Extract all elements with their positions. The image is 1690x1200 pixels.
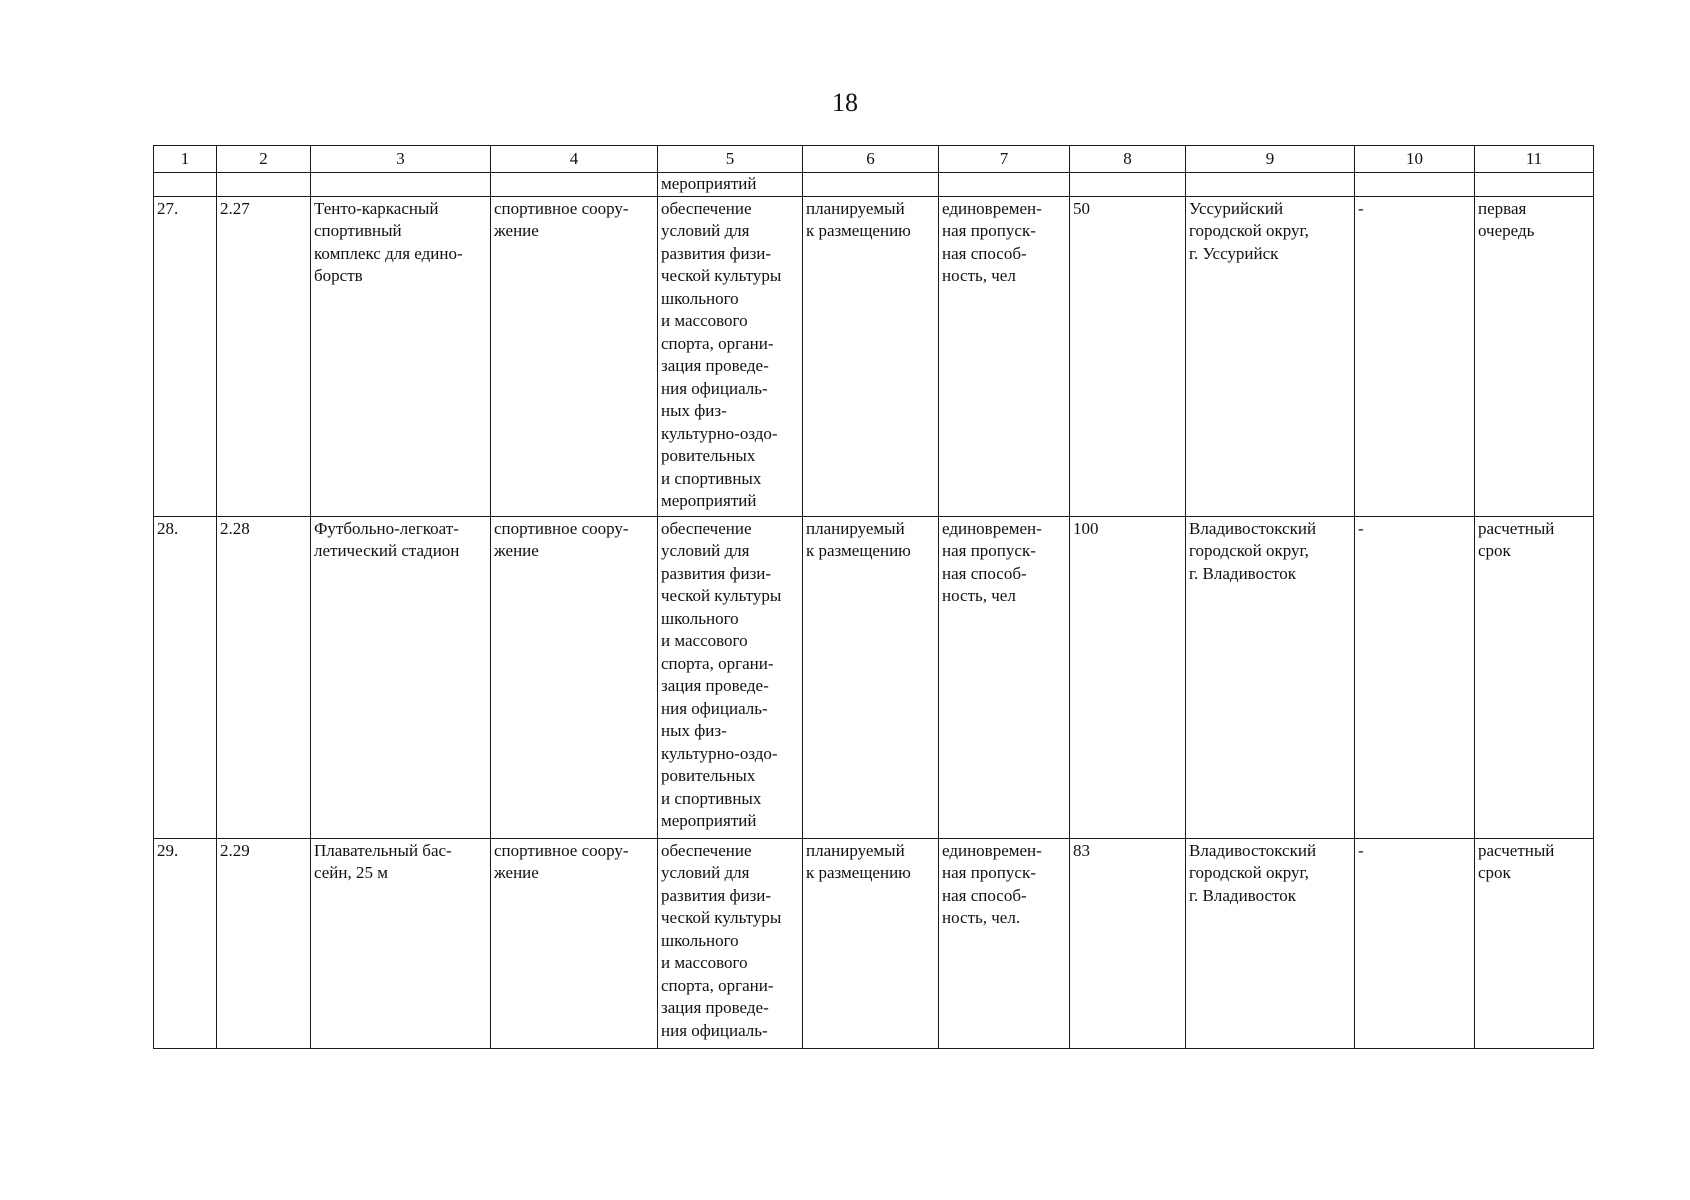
purpose-cell: обеспечение условий для развития физи- ческой культуры школьного и массового спорта, органи- зация проведе- ния официаль- ных физ- культурно-оздо- ровительных и спортивных мероприятий <box>658 196 803 516</box>
object-name-cell: Футбольно-легкоат- летический стадион <box>311 516 491 838</box>
table-row <box>154 838 1594 1048</box>
code-cell: 2.28 <box>217 516 311 838</box>
column-number-cell: 5 <box>658 146 803 173</box>
table-cell <box>1355 173 1475 197</box>
object-name-cell: Тенто-каркасный спортивный комплекс для едино- борств <box>311 196 491 516</box>
column-number-cell: 4 <box>491 146 658 173</box>
object-type-cell: спортивное соору- жение <box>491 196 658 516</box>
zone-cell: - <box>1355 838 1475 1048</box>
column-number-cell: 2 <box>217 146 311 173</box>
column-number-row <box>154 146 1594 173</box>
characteristic-cell: единовремен- ная пропуск- ная способ- ность, чел. <box>939 838 1070 1048</box>
column-number-cell: 10 <box>1355 146 1475 173</box>
column-number-cell: 3 <box>311 146 491 173</box>
table-cell: мероприятий <box>658 173 803 197</box>
purpose-cell: обеспечение условий для развития физи- ческой культуры школьного и массового спорта, органи- зация проведе- ния официаль- ных физ- культурно-оздо- ровительных и спортивных мероприятий <box>658 516 803 838</box>
table-cell <box>1186 173 1355 197</box>
code-cell: 2.29 <box>217 838 311 1048</box>
column-number-cell: 1 <box>154 146 217 173</box>
column-number-cell: 6 <box>803 146 939 173</box>
object-name-cell: Плавательный бас- сейн, 25 м <box>311 838 491 1048</box>
table-cell <box>154 173 217 197</box>
column-number-cell: 7 <box>939 146 1070 173</box>
zone-cell: - <box>1355 516 1475 838</box>
value-cell: 83 <box>1070 838 1186 1048</box>
table-cell <box>491 173 658 197</box>
object-type-cell: спортивное соору- жение <box>491 838 658 1048</box>
table-cell <box>939 173 1070 197</box>
status-cell: планируемый к размещению <box>803 516 939 838</box>
purpose-cell: обеспечение условий для развития физи- ческой культуры школьного и массового спорта, органи- зация проведе- ния официаль- <box>658 838 803 1048</box>
term-cell: расчетный срок <box>1475 838 1594 1048</box>
location-cell: Уссурийский городской округ, г. Уссурийск <box>1186 196 1355 516</box>
status-cell: планируемый к размещению <box>803 196 939 516</box>
location-cell: Владивостокский городской округ, г. Владивосток <box>1186 516 1355 838</box>
location-cell: Владивостокский городской округ, г. Владивосток <box>1186 838 1355 1048</box>
code-cell: 2.27 <box>217 196 311 516</box>
table-cell <box>217 173 311 197</box>
column-number-cell: 8 <box>1070 146 1186 173</box>
characteristic-cell: единовремен- ная пропуск- ная способ- ность, чел <box>939 516 1070 838</box>
term-cell: первая очередь <box>1475 196 1594 516</box>
status-cell: планируемый к размещению <box>803 838 939 1048</box>
row-number-cell: 27. <box>154 196 217 516</box>
value-cell: 50 <box>1070 196 1186 516</box>
column-number-cell: 11 <box>1475 146 1594 173</box>
value-cell: 100 <box>1070 516 1186 838</box>
term-cell: расчетный срок <box>1475 516 1594 838</box>
table-cell <box>803 173 939 197</box>
column-number-cell: 9 <box>1186 146 1355 173</box>
table-cell <box>1475 173 1594 197</box>
data-table <box>153 145 1594 1049</box>
table-cell <box>311 173 491 197</box>
table-row <box>154 196 1594 516</box>
object-type-cell: спортивное соору- жение <box>491 516 658 838</box>
continuation-row <box>154 173 1594 197</box>
table-cell <box>1070 173 1186 197</box>
zone-cell: - <box>1355 196 1475 516</box>
row-number-cell: 29. <box>154 838 217 1048</box>
characteristic-cell: единовремен- ная пропуск- ная способ- ность, чел <box>939 196 1070 516</box>
row-number-cell: 28. <box>154 516 217 838</box>
page-number: 18 <box>832 88 858 117</box>
table-row <box>154 516 1594 838</box>
